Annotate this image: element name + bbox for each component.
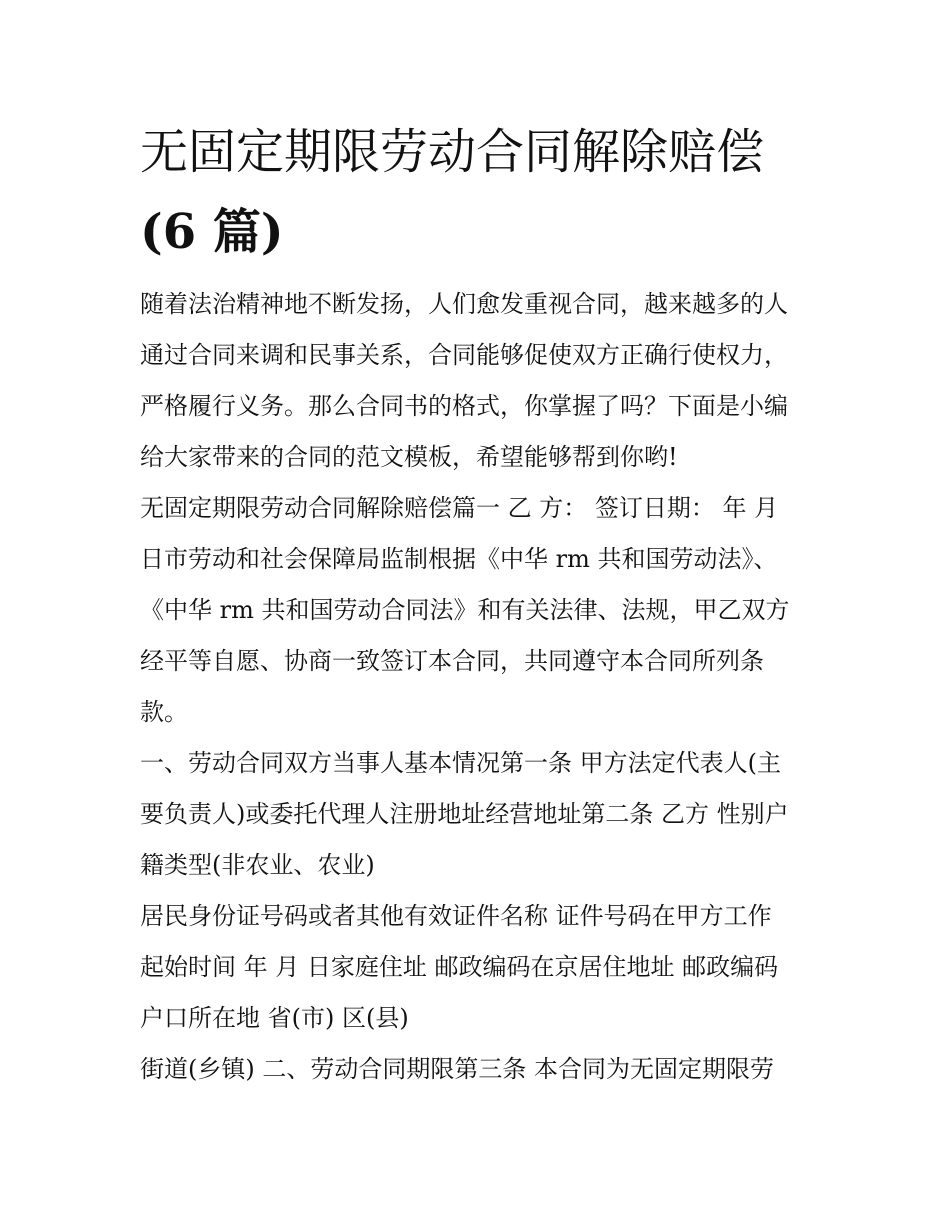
text-line: 要负责人)或委托代理人注册地址经营地址第二条 乙方 性别户 — [140, 800, 789, 828]
text-line: 起始时间 年 月 日家庭住址 邮政编码在京居住地址 邮政编码 — [140, 953, 779, 981]
paragraph-contract-preamble — [140, 483, 830, 738]
text-line: 日市劳动和社会保障局监制根据《中华 rm 共和国劳动法》、 — [140, 545, 778, 573]
paragraph-identity-info — [140, 891, 830, 1044]
text-line: 街道(乡镇) 二、劳动合同期限第三条 本合同为无固定期限劳 — [140, 1055, 774, 1083]
paragraph-section-two — [140, 1044, 830, 1095]
title-line: 无固定期限劳动合同解除赔偿 — [140, 124, 765, 180]
text-line: 无固定期限劳动合同解除赔偿篇一 乙 方： 签订日期： 年 月 — [140, 494, 779, 522]
text-line: 经平等自愿、协商一致签订本合同，共同遵守本合同所列条 — [140, 647, 764, 675]
text-line: 籍类型(非农业、农业) — [140, 851, 375, 879]
text-line: 居民身份证号码或者其他有效证件名称 证件号码在甲方工作 — [140, 902, 772, 930]
text-line: 户口所在地 省(市) 区(县) — [140, 1004, 409, 1032]
paragraph-intro — [140, 279, 830, 483]
text-line: 一、劳动合同双方当事人基本情况第一条 甲方法定代表人(主 — [140, 749, 781, 777]
document-body — [140, 279, 830, 1095]
text-line: 随着法治精神地不断发扬，人们愈发重视合同，越来越多的人 — [140, 290, 788, 318]
text-line: 《中华 rm 共和国劳动合同法》和有关法律、法规，甲乙双方 — [140, 596, 790, 624]
paragraph-section-one — [140, 738, 830, 891]
document-title — [140, 112, 840, 272]
text-line: 严格履行义务。那么合同书的格式，你掌握了吗？下面是小编 — [140, 392, 788, 420]
text-line: 通过合同来调和民事关系，合同能够促使双方正确行使权力， — [140, 341, 788, 369]
title-line: (6 篇) — [140, 204, 284, 260]
text-line: 款。 — [140, 698, 188, 726]
text-line: 给大家带来的合同的范文模板，希望能够帮到你哟! — [140, 443, 678, 471]
